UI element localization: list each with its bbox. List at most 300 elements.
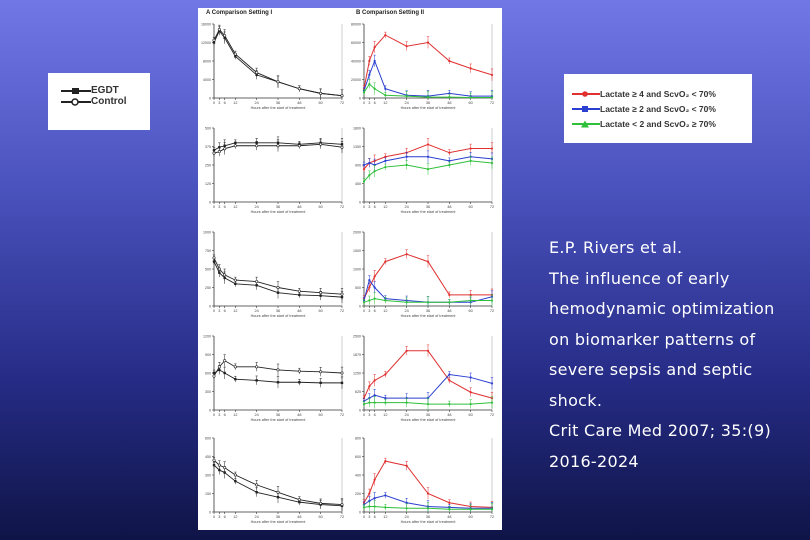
x-tick-label: 72: [339, 309, 345, 313]
data-point: [255, 145, 257, 147]
x-tick-label: 0: [212, 101, 216, 105]
x-tick-label: 60: [318, 205, 323, 209]
x-tick-label: 24: [254, 515, 259, 519]
x-tick-label: 72: [489, 205, 495, 209]
x-tick-label: 0: [362, 205, 366, 209]
data-point: [427, 168, 429, 170]
x-axis-label: Hours after the start of treatment: [400, 418, 456, 422]
y-tick-label: 150: [205, 492, 211, 496]
data-point: [406, 465, 408, 467]
y-tick-label: 900: [205, 353, 211, 357]
data-point: [406, 507, 408, 509]
x-tick-label: 48: [297, 515, 302, 519]
data-point: [374, 394, 376, 396]
x-tick-label: 3: [218, 205, 221, 209]
legend-item-low-lactate: [572, 116, 716, 131]
data-point: [341, 293, 343, 295]
data-point: [406, 95, 408, 97]
y-tick-label: 300: [205, 390, 211, 394]
data-point: [491, 96, 493, 98]
y-tick-label: 4000: [203, 78, 211, 82]
data-point: [298, 381, 300, 383]
x-tick-label: 36: [275, 309, 281, 313]
data-point: [448, 301, 450, 303]
x-tick-label: 6: [223, 205, 226, 209]
data-point: [427, 492, 429, 494]
data-point: [384, 373, 386, 375]
y-tick-label: 40000: [351, 59, 361, 64]
data-point: [448, 502, 450, 504]
data-point: [448, 164, 450, 166]
y-tick-label: 1000: [203, 230, 211, 235]
x-tick-label: 60: [318, 515, 323, 519]
data-point: [368, 162, 370, 164]
chart-svg: [198, 432, 348, 528]
x-tick-label: 12: [233, 413, 238, 417]
data-point: [213, 152, 215, 154]
x-tick-label: 48: [447, 309, 452, 313]
chart-panel-b2: [348, 122, 498, 218]
legend-label: Lactate ≥ 4 and ScvO₂ < 70%: [600, 88, 716, 99]
data-point: [448, 294, 450, 296]
data-point: [319, 92, 321, 94]
data-point: [368, 74, 370, 76]
data-point: [368, 299, 370, 301]
data-point: [255, 366, 257, 368]
data-point: [234, 53, 236, 55]
data-point: [427, 261, 429, 263]
x-tick-label: 72: [339, 101, 345, 105]
data-point: [448, 508, 450, 510]
data-point: [427, 41, 429, 43]
data-point: [234, 474, 236, 476]
y-tick-label: 450: [355, 182, 361, 186]
chart-svg: [348, 432, 498, 528]
x-tick-label: 24: [254, 413, 259, 417]
data-point: [298, 290, 300, 292]
data-point: [218, 464, 220, 466]
data-point: [427, 507, 429, 509]
data-point: [218, 28, 220, 30]
x-axis-label: Hours after the start of treatment: [250, 520, 306, 524]
data-point: [213, 39, 215, 41]
data-point: [374, 170, 376, 172]
x-tick-label: 12: [233, 515, 238, 519]
data-point: [218, 268, 220, 270]
data-point: [448, 403, 450, 405]
data-point: [374, 88, 376, 90]
data-point: [277, 491, 279, 493]
y-tick-label: 450: [205, 455, 211, 459]
data-point: [319, 143, 321, 145]
data-point: [448, 373, 450, 375]
y-tick-label: 0: [359, 408, 361, 413]
x-tick-label: 60: [468, 205, 473, 209]
data-point: [491, 382, 493, 384]
data-point: [363, 180, 365, 182]
x-tick-label: 60: [468, 101, 473, 105]
data-point: [470, 376, 472, 378]
x-tick-label: 36: [275, 413, 281, 417]
y-tick-label: 0: [359, 200, 361, 205]
data-point: [368, 174, 370, 176]
x-tick-label: 3: [218, 309, 221, 313]
x-tick-label: 36: [425, 205, 431, 209]
data-point: [298, 88, 300, 90]
data-point: [298, 498, 300, 500]
x-tick-label: 0: [362, 515, 366, 519]
x-tick-label: 3: [368, 101, 371, 105]
x-tick-label: 6: [373, 515, 376, 519]
x-tick-label: 48: [447, 413, 452, 417]
x-tick-label: 3: [368, 515, 371, 519]
y-tick-label: 250: [205, 163, 211, 168]
y-tick-label: 0: [359, 96, 361, 101]
data-point: [277, 369, 279, 371]
data-point: [491, 402, 493, 404]
data-point: [341, 146, 343, 148]
x-tick-label: 0: [212, 515, 216, 519]
chart-svg: [348, 122, 498, 218]
chart-svg: [198, 226, 348, 322]
citation-journal: Crit Care Med 2007; 35:(9): [549, 421, 771, 440]
data-point: [319, 371, 321, 373]
data-point: [363, 506, 365, 508]
x-tick-label: 12: [383, 413, 388, 417]
x-tick-label: 0: [212, 205, 216, 209]
x-axis-label: Hours after the start of treatment: [400, 520, 456, 524]
x-tick-label: 0: [212, 413, 216, 417]
red-series-marker-icon: [572, 90, 600, 98]
data-point: [368, 60, 370, 62]
x-tick-label: 72: [489, 309, 495, 313]
chart-panel-a5: [198, 432, 348, 528]
y-tick-label: 500: [205, 126, 211, 131]
data-point: [470, 67, 472, 69]
data-point: [384, 299, 386, 301]
data-point: [374, 497, 376, 499]
chart-svg: [198, 330, 348, 426]
y-tick-label: 1800: [353, 126, 361, 131]
data-point: [406, 45, 408, 47]
data-point: [491, 74, 493, 76]
x-tick-label: 3: [218, 413, 221, 417]
x-tick-label: 0: [362, 101, 366, 105]
chart-panel-a4: [198, 330, 348, 426]
data-point: [368, 505, 370, 507]
y-tick-label: 1875: [353, 353, 361, 357]
data-point: [384, 94, 386, 96]
data-point: [319, 382, 321, 384]
x-tick-label: 72: [339, 413, 345, 417]
x-tick-label: 6: [223, 101, 226, 105]
data-point: [384, 494, 386, 496]
y-tick-label: 12000: [201, 41, 211, 45]
legend-item-high-lactate: [572, 86, 716, 101]
x-tick-label: 6: [223, 515, 226, 519]
x-tick-label: 12: [383, 309, 388, 313]
x-tick-label: 48: [447, 101, 452, 105]
y-tick-label: 20000: [351, 78, 361, 82]
y-tick-label: 0: [209, 408, 211, 413]
x-tick-label: 12: [233, 101, 238, 105]
data-point: [223, 274, 225, 276]
data-point: [406, 350, 408, 352]
x-tick-label: 6: [373, 309, 376, 313]
data-point: [374, 298, 376, 300]
data-point: [368, 279, 370, 281]
chart-panel-b4: [348, 330, 498, 426]
data-point: [218, 366, 220, 368]
figure-title-left: A Comparison Setting I: [206, 10, 273, 16]
y-tick-label: 80000: [351, 22, 361, 27]
y-tick-label: 0: [209, 510, 211, 515]
data-point: [368, 286, 370, 288]
data-point: [255, 71, 257, 73]
x-tick-label: 6: [373, 101, 376, 105]
data-point: [384, 160, 386, 162]
citation-title-line-2: hemodynamic optimization: [549, 299, 775, 318]
x-tick-label: 6: [223, 413, 226, 417]
x-tick-label: 60: [468, 515, 473, 519]
data-point: [448, 96, 450, 98]
x-tick-label: 48: [297, 205, 302, 209]
data-point: [223, 359, 225, 361]
x-tick-label: 60: [318, 101, 323, 105]
data-point: [234, 279, 236, 281]
citation-title-line-3: on biomarker patterns of: [549, 329, 756, 349]
data-point: [319, 502, 321, 504]
data-point: [427, 156, 429, 158]
x-tick-label: 12: [383, 101, 388, 105]
data-point: [255, 491, 257, 493]
data-point: [368, 83, 370, 85]
chart-svg: [348, 18, 498, 114]
x-tick-label: 12: [233, 205, 238, 209]
data-point: [470, 147, 472, 149]
y-tick-label: 200: [355, 492, 361, 496]
legend-label: Lactate ≥ 2 and ScvO₂ < 70%: [600, 103, 716, 114]
data-point: [374, 505, 376, 507]
x-tick-label: 3: [368, 205, 371, 209]
data-point: [491, 162, 493, 164]
y-tick-label: 600: [205, 371, 211, 376]
x-tick-label: 72: [489, 515, 495, 519]
y-tick-label: 2500: [353, 334, 361, 339]
x-tick-label: 72: [489, 413, 495, 417]
data-point: [341, 503, 343, 505]
data-point: [234, 480, 236, 482]
x-tick-label: 24: [404, 205, 409, 209]
x-tick-label: 0: [362, 309, 366, 313]
data-point: [298, 370, 300, 372]
chart-panel-a3: [198, 226, 348, 322]
x-tick-label: 36: [425, 309, 431, 313]
x-axis-label: Hours after the start of treatment: [400, 314, 456, 318]
data-point: [223, 148, 225, 150]
data-point: [406, 502, 408, 504]
data-point: [406, 253, 408, 255]
data-point: [470, 403, 472, 405]
data-point: [234, 145, 236, 147]
x-tick-label: 3: [218, 515, 221, 519]
y-tick-label: 1000: [353, 267, 361, 272]
data-point: [341, 372, 343, 374]
data-point: [384, 166, 386, 168]
data-point: [277, 286, 279, 288]
data-point: [470, 299, 472, 301]
data-point: [368, 500, 370, 502]
legend-item-mid-lactate: [572, 101, 716, 116]
y-tick-label: 500: [355, 286, 361, 290]
data-point: [406, 156, 408, 158]
open-circle-marker-icon: [61, 98, 91, 106]
y-tick-label: 0: [359, 304, 361, 309]
data-point: [363, 403, 365, 405]
x-tick-label: 24: [404, 101, 409, 105]
series-line: [364, 351, 492, 398]
chart-panel-a1: [198, 18, 348, 114]
data-point: [384, 397, 386, 399]
data-point: [374, 46, 376, 48]
x-tick-label: 60: [468, 309, 473, 313]
y-tick-label: 625: [355, 390, 361, 394]
data-point: [234, 366, 236, 368]
left-legend: [48, 73, 150, 130]
x-tick-label: 36: [275, 101, 281, 105]
x-tick-label: 12: [233, 309, 238, 313]
data-point: [223, 372, 225, 374]
x-tick-label: 36: [275, 205, 281, 209]
y-tick-label: 8000: [203, 59, 211, 64]
data-point: [213, 257, 215, 259]
data-point: [298, 145, 300, 147]
data-point: [255, 280, 257, 282]
data-point: [255, 484, 257, 486]
data-point: [470, 508, 472, 510]
chart-panel-b1: [348, 18, 498, 114]
data-point: [406, 402, 408, 404]
citation-title-line-4: severe sepsis and septic: [549, 360, 753, 379]
y-tick-label: 600: [205, 436, 211, 441]
chart-svg: [198, 122, 348, 218]
data-point: [406, 164, 408, 166]
chart-svg: [348, 226, 498, 322]
data-point: [491, 147, 493, 149]
legend-label: Lactate < 2 and ScvO₂ ≥ 70%: [600, 118, 716, 129]
data-point: [448, 160, 450, 162]
data-point: [374, 275, 376, 277]
data-point: [470, 294, 472, 296]
chart-svg: [348, 330, 498, 426]
y-tick-label: 750: [205, 249, 211, 253]
x-tick-label: 24: [254, 205, 259, 209]
y-tick-label: 800: [355, 436, 361, 441]
data-point: [213, 464, 215, 466]
x-tick-label: 36: [425, 515, 431, 519]
data-point: [374, 479, 376, 481]
figure-title-right: B Comparison Setting II: [356, 10, 425, 16]
y-tick-label: 0: [209, 304, 211, 309]
x-tick-label: 36: [425, 413, 431, 417]
data-point: [427, 350, 429, 352]
data-point: [277, 81, 279, 83]
data-point: [223, 34, 225, 36]
data-point: [319, 291, 321, 293]
data-point: [374, 286, 376, 288]
data-point: [384, 34, 386, 36]
citation-title-line-5: shock.: [549, 390, 603, 410]
x-tick-label: 6: [373, 205, 376, 209]
x-tick-label: 36: [425, 101, 431, 105]
citation-title-line-1: The influence of early: [549, 268, 730, 288]
x-tick-label: 72: [489, 101, 495, 105]
data-point: [234, 378, 236, 380]
y-tick-label: 60000: [351, 41, 361, 45]
data-point: [384, 460, 386, 462]
data-point: [368, 492, 370, 494]
y-tick-label: 1200: [203, 334, 211, 339]
x-tick-label: 24: [254, 101, 259, 105]
data-point: [341, 94, 343, 96]
data-point: [384, 156, 386, 158]
y-tick-label: 125: [205, 182, 211, 186]
chart-panel-a2: [198, 122, 348, 218]
x-tick-label: 60: [318, 309, 323, 313]
x-axis-label: Hours after the start of treatment: [250, 418, 306, 422]
data-point: [406, 301, 408, 303]
data-point: [277, 145, 279, 147]
y-tick-label: 500: [205, 267, 211, 272]
data-point: [448, 152, 450, 154]
data-point: [384, 261, 386, 263]
x-axis-label: Hours after the start of treatment: [250, 106, 306, 110]
green-series-marker-icon: [572, 120, 600, 128]
x-tick-label: 24: [254, 309, 259, 313]
legend-item-egdt: [61, 85, 127, 96]
y-tick-label: 400: [355, 473, 361, 478]
x-tick-label: 3: [368, 309, 371, 313]
y-tick-label: 0: [209, 96, 211, 101]
x-tick-label: 48: [447, 205, 452, 209]
data-point: [470, 391, 472, 393]
data-point: [368, 402, 370, 404]
x-tick-label: 24: [404, 515, 409, 519]
legend-item-control: [61, 96, 127, 107]
right-legend: [564, 74, 752, 143]
x-tick-label: 72: [339, 515, 345, 519]
y-tick-label: 375: [205, 145, 211, 149]
data-point: [213, 459, 215, 461]
x-tick-label: 12: [383, 515, 388, 519]
x-tick-label: 48: [297, 101, 302, 105]
y-tick-label: 1500: [353, 249, 361, 253]
blue-series-marker-icon: [572, 105, 600, 113]
data-point: [491, 299, 493, 301]
data-point: [374, 60, 376, 62]
data-point: [218, 150, 220, 152]
x-axis-label: Hours after the start of treatment: [400, 210, 456, 214]
citation-authors: E.P. Rivers et al.: [549, 238, 683, 257]
y-tick-label: 600: [355, 455, 361, 459]
y-tick-label: 2000: [353, 230, 361, 235]
data-point: [384, 506, 386, 508]
x-tick-label: 12: [383, 205, 388, 209]
data-point: [363, 91, 365, 93]
data-point: [277, 381, 279, 383]
data-point: [427, 301, 429, 303]
data-point: [470, 96, 472, 98]
